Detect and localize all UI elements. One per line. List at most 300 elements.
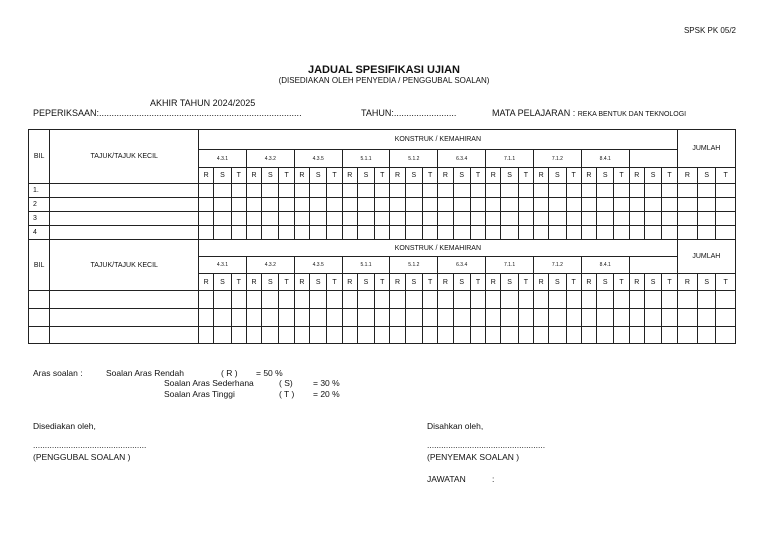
penyemak-signature-line: .................................................. (427, 440, 546, 450)
score-cell (199, 309, 214, 327)
exam-session: AKHIR TAHUN 2024/2025 (150, 98, 256, 108)
score-cell (279, 291, 294, 309)
score-cell (501, 291, 518, 309)
score-cell (438, 309, 453, 327)
level-header-r: R (533, 274, 548, 291)
tahun-field: TAHUN:......................... (361, 108, 457, 118)
level-header-r: R (390, 168, 405, 184)
score-cell (405, 198, 422, 212)
level-header-t: T (470, 274, 485, 291)
score-cell (279, 212, 294, 226)
aras-tinggi-percent: = 20 % (313, 389, 340, 399)
score-cell (470, 327, 485, 344)
score-cell (597, 309, 614, 327)
level-header-r: R (342, 168, 357, 184)
score-cell (453, 291, 470, 309)
score-cell (231, 184, 246, 198)
score-cell (486, 184, 501, 198)
score-cell (294, 291, 309, 309)
score-cell (518, 226, 533, 240)
score-cell (518, 212, 533, 226)
score-cell (423, 291, 438, 309)
score-cell (677, 198, 697, 212)
level-header-t: T (423, 274, 438, 291)
jawatan-colon: : (492, 474, 495, 484)
level-header-r: R (677, 274, 697, 291)
level-header-s: S (214, 274, 231, 291)
subtopic-header: 5.1.2 (390, 150, 438, 168)
score-cell (342, 198, 357, 212)
subtopic-header: 6.3.4 (438, 150, 486, 168)
level-header-t: T (231, 168, 246, 184)
score-cell (614, 327, 629, 344)
subtopic-header: 8.4.1 (581, 257, 629, 274)
score-cell (390, 198, 405, 212)
score-cell (423, 226, 438, 240)
score-cell (470, 198, 485, 212)
score-cell (327, 226, 342, 240)
score-cell (199, 226, 214, 240)
table-row (29, 184, 736, 198)
level-header-r: R (677, 168, 697, 184)
score-cell (644, 327, 661, 344)
score-cell (294, 212, 309, 226)
score-cell (405, 212, 422, 226)
mata-pelajaran-label: MATA PELAJARAN : (492, 108, 576, 118)
level-header-r: R (199, 168, 214, 184)
level-header-r: R (294, 274, 309, 291)
score-cell (199, 291, 214, 309)
aras-soalan-label: Aras soalan : (33, 368, 83, 378)
score-cell (581, 226, 596, 240)
score-cell (597, 198, 614, 212)
score-cell (405, 309, 422, 327)
score-cell (698, 327, 716, 344)
score-cell (629, 198, 644, 212)
subtopic-header: 7.1.1 (486, 150, 534, 168)
score-cell (279, 198, 294, 212)
table-row (29, 327, 736, 344)
score-cell (310, 291, 327, 309)
score-cell (662, 212, 677, 226)
subtopic-header: 4.3.2 (246, 257, 294, 274)
score-cell (214, 327, 231, 344)
score-cell (375, 291, 390, 309)
score-cell (486, 327, 501, 344)
score-cell (533, 212, 548, 226)
bil-cell: 1. (29, 184, 50, 198)
level-header-s: S (310, 168, 327, 184)
subtopic-header: 8.4.1 (581, 150, 629, 168)
score-cell (614, 309, 629, 327)
score-cell (698, 212, 716, 226)
score-cell (716, 226, 736, 240)
bil-cell (29, 291, 50, 309)
level-header-t: T (566, 168, 581, 184)
score-cell (698, 309, 716, 327)
score-cell (566, 327, 581, 344)
level-header-s: S (549, 274, 566, 291)
score-cell (716, 184, 736, 198)
score-cell (470, 309, 485, 327)
score-cell (310, 309, 327, 327)
table-row (29, 309, 736, 327)
score-cell (662, 184, 677, 198)
score-cell (453, 198, 470, 212)
score-cell (357, 184, 374, 198)
level-header-t: T (716, 168, 736, 184)
score-cell (327, 184, 342, 198)
score-cell (327, 212, 342, 226)
score-cell (405, 291, 422, 309)
top-header-row-konstruk (29, 130, 736, 150)
score-cell (438, 184, 453, 198)
score-cell (375, 212, 390, 226)
table-row (29, 226, 736, 240)
level-header-r: R (246, 274, 261, 291)
mata-pelajaran-field (492, 108, 686, 118)
level-header-t: T (279, 274, 294, 291)
level-header-r: R (581, 274, 596, 291)
score-cell (614, 226, 629, 240)
score-cell (357, 291, 374, 309)
tajuk-header: TAJUK/TAJUK KECIL (50, 130, 199, 184)
score-cell (262, 184, 279, 198)
score-cell (470, 226, 485, 240)
level-header-s: S (357, 168, 374, 184)
score-cell (566, 291, 581, 309)
score-cell (405, 327, 422, 344)
subtopic-header: 6.3.4 (438, 257, 486, 274)
score-cell (327, 291, 342, 309)
score-cell (486, 309, 501, 327)
score-cell (294, 184, 309, 198)
score-cell (486, 226, 501, 240)
konstruk-header: KONSTRUK / KEMAHIRAN (199, 130, 678, 150)
score-cell (231, 291, 246, 309)
score-cell (357, 309, 374, 327)
score-cell (390, 184, 405, 198)
score-cell (310, 327, 327, 344)
score-cell (549, 184, 566, 198)
jumlah-header: JUMLAH (677, 240, 735, 274)
score-cell (342, 212, 357, 226)
aras-sederhana-percent: = 30 % (313, 378, 340, 388)
score-cell (262, 212, 279, 226)
specification-table (28, 129, 736, 344)
score-cell (662, 226, 677, 240)
score-cell (199, 327, 214, 344)
level-header-s: S (501, 274, 518, 291)
score-cell (501, 212, 518, 226)
score-cell (629, 291, 644, 309)
score-cell (581, 327, 596, 344)
score-cell (375, 226, 390, 240)
score-cell (698, 226, 716, 240)
score-cell (716, 212, 736, 226)
score-cell (438, 327, 453, 344)
score-cell (246, 327, 261, 344)
score-cell (662, 327, 677, 344)
peperiksaan-field: PEPERIKSAAN:................................................................................. (33, 108, 302, 118)
score-cell (470, 184, 485, 198)
score-cell (629, 184, 644, 198)
score-cell (716, 309, 736, 327)
score-cell (310, 212, 327, 226)
score-cell (438, 198, 453, 212)
subtopic-header (629, 150, 677, 168)
score-cell (614, 291, 629, 309)
bil-cell: 3 (29, 212, 50, 226)
level-header-r: R (486, 168, 501, 184)
score-cell (677, 291, 697, 309)
score-cell (698, 184, 716, 198)
score-cell (501, 226, 518, 240)
score-cell (662, 309, 677, 327)
konstruk-header: KONSTRUK / KEMAHIRAN (199, 240, 678, 257)
score-cell (294, 198, 309, 212)
score-cell (716, 327, 736, 344)
score-cell (453, 226, 470, 240)
score-cell (214, 309, 231, 327)
score-cell (310, 226, 327, 240)
score-cell (327, 327, 342, 344)
level-header-t: T (716, 274, 736, 291)
score-cell (581, 198, 596, 212)
penggubal-label: (PENGGUBAL SOALAN ) (33, 452, 131, 462)
level-header-s: S (453, 274, 470, 291)
level-header-s: S (549, 168, 566, 184)
score-cell (423, 184, 438, 198)
score-cell (375, 309, 390, 327)
score-cell (662, 291, 677, 309)
table-row (29, 198, 736, 212)
score-cell (614, 198, 629, 212)
level-header-t: T (662, 168, 677, 184)
score-cell (629, 327, 644, 344)
score-cell (698, 291, 716, 309)
score-cell (470, 291, 485, 309)
score-cell (644, 184, 661, 198)
level-header-r: R (629, 168, 644, 184)
score-cell (597, 212, 614, 226)
score-cell (342, 291, 357, 309)
score-cell (614, 184, 629, 198)
score-cell (486, 198, 501, 212)
score-cell (470, 212, 485, 226)
score-cell (549, 226, 566, 240)
level-header-t: T (662, 274, 677, 291)
score-cell (357, 327, 374, 344)
score-cell (453, 327, 470, 344)
score-cell (677, 327, 697, 344)
level-header-r: R (581, 168, 596, 184)
score-cell (486, 291, 501, 309)
score-cell (438, 226, 453, 240)
level-header-t: T (614, 168, 629, 184)
aras-sederhana-code: ( S) (279, 378, 293, 388)
score-cell (438, 291, 453, 309)
score-cell (597, 184, 614, 198)
score-cell (357, 198, 374, 212)
score-cell (423, 309, 438, 327)
subtopic-header: 5.1.1 (342, 150, 390, 168)
score-cell (214, 226, 231, 240)
score-cell (644, 226, 661, 240)
score-cell (199, 212, 214, 226)
tajuk-cell (50, 291, 199, 309)
bil-header: BIL (29, 240, 50, 291)
aras-rendah-percent: = 50 % (256, 368, 283, 378)
score-cell (549, 212, 566, 226)
score-cell (566, 184, 581, 198)
tajuk-cell (50, 309, 199, 327)
level-header-s: S (644, 168, 661, 184)
penyemak-label: (PENYEMAK SOALAN ) (427, 452, 520, 462)
score-cell (423, 212, 438, 226)
score-cell (262, 309, 279, 327)
score-cell (533, 226, 548, 240)
score-cell (279, 327, 294, 344)
document-title: JADUAL SPESIFIKASI UJIAN (308, 64, 460, 76)
level-header-r: R (438, 168, 453, 184)
score-cell (581, 309, 596, 327)
subtopic-header: 4.3.2 (246, 150, 294, 168)
score-cell (597, 327, 614, 344)
score-cell (549, 291, 566, 309)
score-cell (566, 226, 581, 240)
subtopic-header: 4.3.5 (294, 150, 342, 168)
score-cell (231, 309, 246, 327)
score-cell (533, 198, 548, 212)
score-cell (214, 184, 231, 198)
level-header-r: R (533, 168, 548, 184)
score-cell (231, 212, 246, 226)
subtopic-header: 4.3.5 (294, 257, 342, 274)
level-header-s: S (501, 168, 518, 184)
subtopic-header: 7.1.1 (486, 257, 534, 274)
score-cell (390, 212, 405, 226)
score-cell (438, 212, 453, 226)
level-header-t: T (375, 168, 390, 184)
bil-cell: 2 (29, 198, 50, 212)
score-cell (662, 198, 677, 212)
score-cell (453, 184, 470, 198)
level-header-t: T (375, 274, 390, 291)
level-header-t: T (518, 274, 533, 291)
subtopic-header (629, 257, 677, 274)
score-cell (375, 184, 390, 198)
bil-cell (29, 309, 50, 327)
score-cell (231, 226, 246, 240)
score-cell (262, 226, 279, 240)
level-header-t: T (279, 168, 294, 184)
score-cell (566, 198, 581, 212)
level-header-s: S (453, 168, 470, 184)
table-row (29, 291, 736, 309)
score-cell (262, 291, 279, 309)
subtopic-header: 5.1.1 (342, 257, 390, 274)
level-header-t: T (231, 274, 246, 291)
level-header-s: S (357, 274, 374, 291)
score-cell (214, 291, 231, 309)
score-cell (390, 291, 405, 309)
score-cell (644, 198, 661, 212)
score-cell (405, 184, 422, 198)
score-cell (279, 309, 294, 327)
score-cell (199, 198, 214, 212)
score-cell (677, 184, 697, 198)
score-cell (214, 198, 231, 212)
score-cell (310, 198, 327, 212)
penggubal-signature-line: ................................................ (33, 440, 147, 450)
score-cell (533, 327, 548, 344)
level-header-s: S (405, 168, 422, 184)
score-cell (566, 309, 581, 327)
score-cell (405, 226, 422, 240)
document-subtitle: (DISEDIAKAN OLEH PENYEDIA / PENGGUBAL SOALAN) (278, 76, 490, 85)
score-cell (214, 212, 231, 226)
score-cell (231, 327, 246, 344)
level-header-r: R (438, 274, 453, 291)
score-cell (698, 198, 716, 212)
subtopic-header: 7.1.2 (533, 150, 581, 168)
score-cell (357, 212, 374, 226)
score-cell (342, 226, 357, 240)
tajuk-cell (50, 184, 199, 198)
score-cell (390, 226, 405, 240)
score-cell (677, 309, 697, 327)
score-cell (518, 291, 533, 309)
tajuk-cell (50, 327, 199, 344)
score-cell (629, 212, 644, 226)
bil-cell (29, 327, 50, 344)
level-header-s: S (214, 168, 231, 184)
score-cell (342, 327, 357, 344)
score-cell (533, 184, 548, 198)
aras-sederhana-label: Soalan Aras Sederhana (164, 378, 254, 388)
score-cell (716, 198, 736, 212)
score-cell (453, 212, 470, 226)
subtopic-header: 4.3.1 (199, 257, 247, 274)
level-header-r: R (294, 168, 309, 184)
score-cell (644, 309, 661, 327)
score-cell (246, 291, 261, 309)
score-cell (423, 198, 438, 212)
level-header-s: S (262, 168, 279, 184)
score-cell (549, 309, 566, 327)
bil-cell: 4 (29, 226, 50, 240)
score-cell (581, 212, 596, 226)
score-cell (518, 198, 533, 212)
score-cell (390, 309, 405, 327)
level-header-s: S (405, 274, 422, 291)
subtopic-header: 5.1.2 (390, 257, 438, 274)
level-header-t: T (566, 274, 581, 291)
disediakan-label: Disediakan oleh, (33, 421, 96, 431)
score-cell (518, 184, 533, 198)
score-cell (357, 226, 374, 240)
level-header-r: R (199, 274, 214, 291)
score-cell (614, 212, 629, 226)
score-cell (533, 291, 548, 309)
score-cell (279, 226, 294, 240)
tajuk-cell (50, 226, 199, 240)
score-cell (262, 327, 279, 344)
score-cell (644, 291, 661, 309)
jawatan-label: JAWATAN (427, 474, 466, 484)
score-cell (262, 198, 279, 212)
